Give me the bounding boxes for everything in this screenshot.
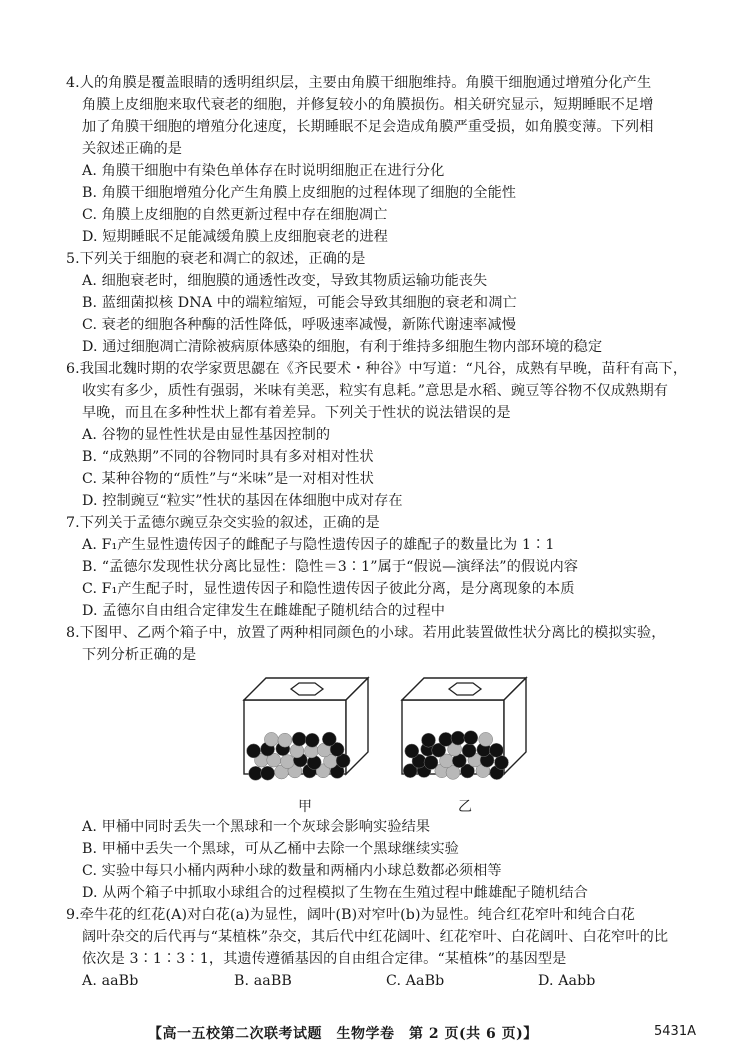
question-6-option-c: C. 某种谷物的“质性”与“米味”是一对相对性状: [82, 471, 374, 487]
box-label-yi: 乙: [458, 799, 472, 815]
box-hexagon-opening: [291, 683, 323, 695]
black-ball: [422, 733, 436, 747]
question-4-stem-line: 关叙述正确的是: [82, 141, 183, 157]
question-5-option-b: B. 蓝细菌拟核 DNA 中的端粒缩短，可能会导致其细胞的衰老和凋亡: [82, 295, 517, 311]
question-9-option-a: A. aaBb: [82, 973, 139, 989]
black-ball: [305, 733, 319, 747]
black-ball: [405, 744, 419, 758]
box-jia: [244, 678, 368, 780]
question-8-option-c: C. 实验中每只小桶内两种小球的数量和两桶内小球总数都必须相等: [82, 863, 502, 879]
box-yi: [402, 678, 526, 780]
question-content: [66, 72, 706, 992]
ball-box-figure: [66, 670, 706, 814]
question-9-options: [66, 970, 706, 992]
question-7-option-b: B. “孟德尔发现性状分离比显性：隐性＝3∶1”属于“假说—演绎法”的假说内容: [82, 559, 579, 575]
black-ball: [451, 731, 465, 745]
question-4: [66, 72, 706, 248]
question-8-stem-line: 8.下图甲、乙两个箱子中，放置了两种相同颜色的小球。若用此装置做性状分离比的模拟实验，: [66, 625, 666, 641]
question-9-stem-line: 9.牵牛花的红花(A)对白花(a)为显性，阔叶(B)对窄叶(b)为显性。纯合红花窄叶和纯合白花: [66, 907, 635, 923]
box-label-jia: 甲: [298, 799, 312, 815]
question-8-option-b: B. 甲桶中丢失一个黑球，可从乙桶中去除一个黑球继续实验: [82, 841, 459, 857]
gray-ball: [280, 755, 294, 769]
question-9-option-b: B. aaBB: [234, 973, 292, 989]
question-4-option-d: D. 短期睡眠不足能减缓角膜上皮细胞衰老的进程: [82, 229, 388, 245]
black-ball: [464, 731, 478, 745]
black-ball: [495, 756, 509, 770]
question-6-option-b: B. “成熟期”不同的谷物同时具有多对相对性状: [82, 449, 374, 465]
question-8-stem-line: 下列分析正确的是: [82, 647, 197, 663]
question-4-option-b: B. 角膜干细胞增殖分化产生角膜上皮细胞的过程体现了细胞的全能性: [82, 185, 517, 201]
question-4-stem-line: 角膜上皮细胞来取代衰老的细胞，并修复较小的角膜损伤。相关研究显示，短期睡眠不足增: [82, 97, 654, 113]
black-ball: [261, 766, 275, 780]
question-6: [66, 358, 706, 512]
question-9-option-d: D. Aabb: [538, 973, 596, 989]
black-ball: [462, 744, 476, 758]
black-ball: [489, 743, 503, 757]
question-5-option-a: A. 细胞衰老时，细胞膜的通透性改变，导致其物质运输功能丧失: [82, 273, 488, 289]
question-7: [66, 512, 706, 622]
question-8: [66, 622, 706, 904]
question-5: [66, 248, 706, 358]
black-ball: [439, 732, 453, 746]
question-9-stem-line: 依次是 3∶1∶3∶1，其遗传遵循基因的自由组合定律。“某植株”的基因型是: [82, 951, 567, 967]
exam-code: 5431A: [654, 1024, 696, 1039]
question-4-option-c: C. 角膜上皮细胞的自然更新过程中存在细胞凋亡: [82, 207, 388, 223]
question-6-option-d: D. 控制豌豆“粒实”性状的基因在体细胞中成对存在: [82, 493, 403, 509]
gray-ball: [278, 733, 292, 747]
question-6-stem-line: 6.我国北魏时期的农学家贾思勰在《齐民要术・种谷》中写道：“凡谷，成熟有早晚，苗秆有高下，: [66, 361, 688, 377]
black-ball: [292, 732, 306, 746]
question-4-stem-line: 加了角膜干细胞的增殖分化速度，长期睡眠不足会造成角膜严重受损，如角膜变薄。下列相: [82, 119, 654, 135]
gray-ball: [290, 744, 304, 758]
question-5-stem-line: 5.下列关于细胞的衰老和凋亡的叙述，正确的是: [66, 251, 366, 267]
gray-ball: [264, 732, 278, 746]
question-8-option-d: D. 从两个箱子中抓取小球组合的过程模拟了生物在生殖过程中雌雄配子随机结合: [82, 885, 588, 901]
ball-boxes-illustration: [236, 670, 536, 794]
question-8-option-a: A. 甲桶中同时丢失一个黑球和一个灰球会影响实验结果: [82, 819, 431, 835]
question-5-option-d: D. 通过细胞凋亡清除被病原体感染的细胞，有利于维持多细胞生物内部环境的稳定: [82, 339, 603, 355]
question-7-option-a: A. F₁产生显性遗传因子的雌配子与隐性遗传因子的雄配子的数量比为 1∶1: [82, 537, 555, 553]
black-ball: [424, 756, 438, 770]
question-5-option-c: C. 衰老的细胞各种酶的活性降低，呼吸速率减慢，新陈代谢速率减慢: [82, 317, 517, 333]
page-footer: 【高一五校第二次联考试题 生物学卷 第 2 页(共 6 页)】: [148, 1026, 538, 1042]
question-7-stem-line: 7.下列关于孟德尔豌豆杂交实验的叙述，正确的是: [66, 515, 380, 531]
question-4-option-a: A. 角膜干细胞中有染色单体存在时说明细胞正在进行分化: [82, 163, 445, 179]
black-ball: [322, 732, 336, 746]
question-6-stem-line: 收实有多少，质性有强弱，米味有美恶，粒实有息耗。”意思是水稻、豌豆等谷物不仅成熟期有: [82, 383, 669, 399]
question-9: [66, 904, 706, 992]
question-7-option-d: D. 孟德尔自由组合定律发生在雌雄配子随机结合的过程中: [82, 603, 446, 619]
question-6-stem-line: 早晚，而且在多种性状上都有着差异。下列关于性状的说法错误的是: [82, 405, 511, 421]
question-7-option-c: C. F₁产生配子时，显性遗传因子和隐性遗传因子彼此分离，是分离现象的本质: [82, 581, 575, 597]
box-hexagon-opening: [449, 683, 481, 695]
black-ball: [247, 744, 261, 758]
question-9-stem-line: 阔叶杂交的后代再与“某植株”杂交，其后代中红花阔叶、红花窄叶、白花阔叶、白花窄叶的比: [82, 929, 669, 945]
gray-ball: [479, 732, 493, 746]
question-9-option-c: C. AaBb: [386, 973, 445, 989]
question-4-stem-line: 4.人的角膜是覆盖眼睛的透明组织层，主要由角膜干细胞维持。角膜干细胞通过增殖分化产生: [66, 75, 652, 91]
question-6-option-a: A. 谷物的显性性状是由显性基因控制的: [82, 427, 331, 443]
